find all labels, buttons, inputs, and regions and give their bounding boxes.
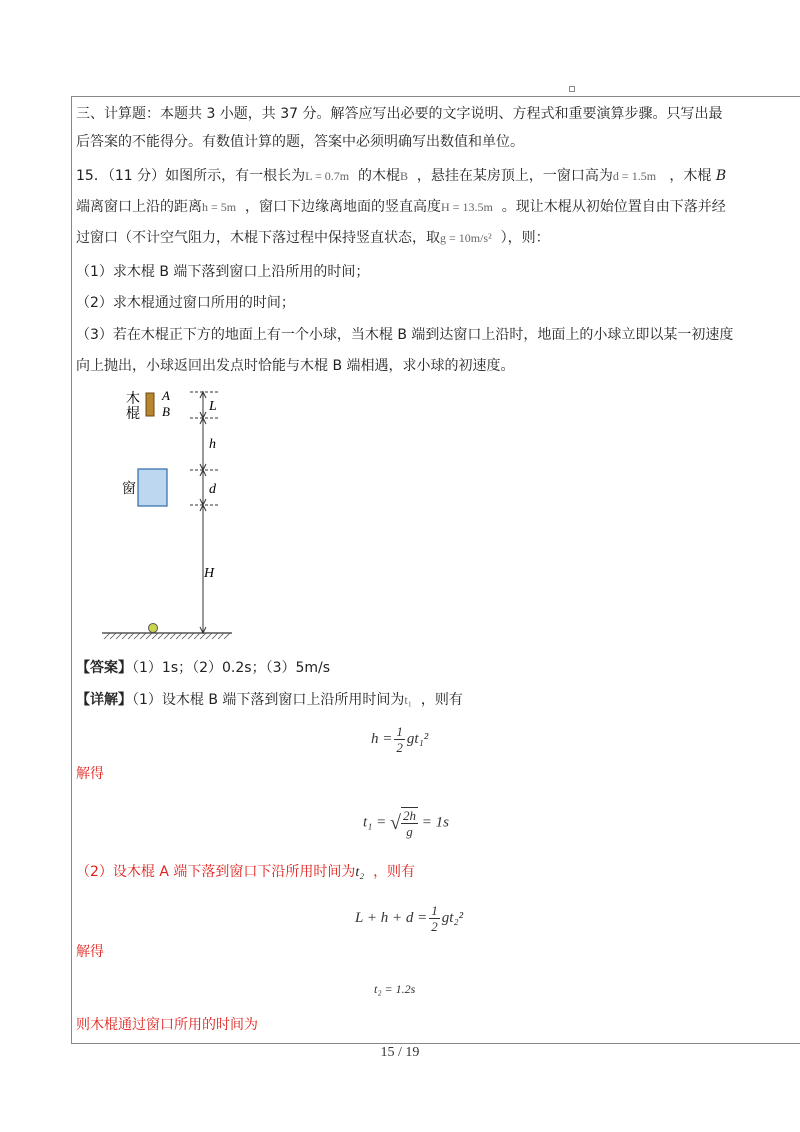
problem-figure	[100, 385, 250, 645]
problem-number: 15．（11 分）	[76, 168, 166, 184]
equation-4: t₂ = 1.2s	[374, 982, 416, 996]
answer-text: （1）1s；（2）0.2s；（3）5m/s	[132, 660, 331, 676]
small-ball	[149, 624, 158, 633]
label-A: A	[162, 388, 170, 403]
label-d: d	[209, 482, 216, 497]
corner-marker	[569, 86, 575, 92]
radicand: $\frac{2h}{g}$	[403, 808, 416, 839]
question-3-line-2: 向上抛出，小球返回出发点时恰能与木棍 B 端相遇，求小球的初速度。	[76, 358, 515, 374]
detail-line-2: （2）设木棍 A 端下落到窗口下沿所用时间为t₂ ，则有	[76, 864, 416, 880]
stick-label-1: 木	[126, 392, 140, 407]
L-value: L = 0.7m	[305, 169, 350, 183]
question-2: （2）求木棍通过窗口所用的时间；	[76, 295, 295, 311]
label-h: h	[209, 437, 216, 452]
section-header-line-1: 三、计算题：本题共 3 小题，共 37 分。解答应写出必要的文字说明、方程式和重要演算步骤。只写出最	[76, 106, 723, 122]
g-value: g = 10m/s²	[440, 231, 492, 245]
label-B: B	[162, 404, 170, 419]
problem-line-3: 过窗口（不计空气阻力，木棍下落过程中保持竖直状态，取g = 10m/s² ），则：	[76, 230, 550, 246]
section-header-line-2: 后答案的不能得分。有数值计算的题，答案中必须明确写出数值和单位。	[76, 134, 524, 150]
solve-label-2: 解得	[76, 944, 104, 960]
window-label: 窗	[122, 482, 136, 497]
H-value: H = 13.5m	[441, 200, 493, 214]
problem-line-1: 15．（11 分）如图所示，有一根长为L = 0.7m 的木棍B ，悬挂在某房顶上，一窗口高为d = 1.5m ，木棍 B	[76, 168, 727, 184]
problem-line-2: 端离窗口上沿的距离h = 5m ，窗口下边缘离地面的竖直高度H = 13.5m 。现让木棍从初始位置自由下落并经	[76, 199, 726, 215]
solve-label-1: 解得	[76, 766, 104, 782]
question-1: （1）求木棍 B 端下落到窗口上沿所用的时间；	[76, 264, 370, 280]
label-H: H	[204, 566, 215, 581]
h-value: h = 5m	[202, 200, 237, 214]
stick-label-2: 棍	[126, 407, 140, 422]
detail-line-1: 【详解】（1）设木棍 B 端下落到窗口上沿所用时间为t₁ ，则有	[76, 692, 463, 708]
wooden-stick	[146, 393, 154, 416]
answer-line	[76, 658, 330, 678]
ground-hatching	[104, 633, 230, 639]
detail-label: 【详解】	[76, 692, 132, 708]
page-number: 15 / 19	[380, 1045, 420, 1060]
equation-3: L + h + d = $\frac{1}{2}$ gt₂²	[355, 903, 464, 934]
question-3-line-1: （3）若在木棍正下方的地面上有一个小球，当木棍 B 端到达窗口上沿时，地面上的小球立即以某一初速度	[76, 327, 734, 343]
d-value: d = 1.5m	[612, 169, 657, 183]
equation-2: t₁ = √ $\frac{2h}{g}$ = 1s	[363, 808, 449, 839]
answer-label: 【答案】	[76, 660, 132, 676]
window	[138, 469, 167, 506]
detail-line-3: 则木棍通过窗口所用的时间为	[76, 1017, 258, 1033]
equation-1: h = $\frac{1}{2}$ gt₁²	[371, 724, 429, 755]
label-L: L	[209, 399, 217, 414]
